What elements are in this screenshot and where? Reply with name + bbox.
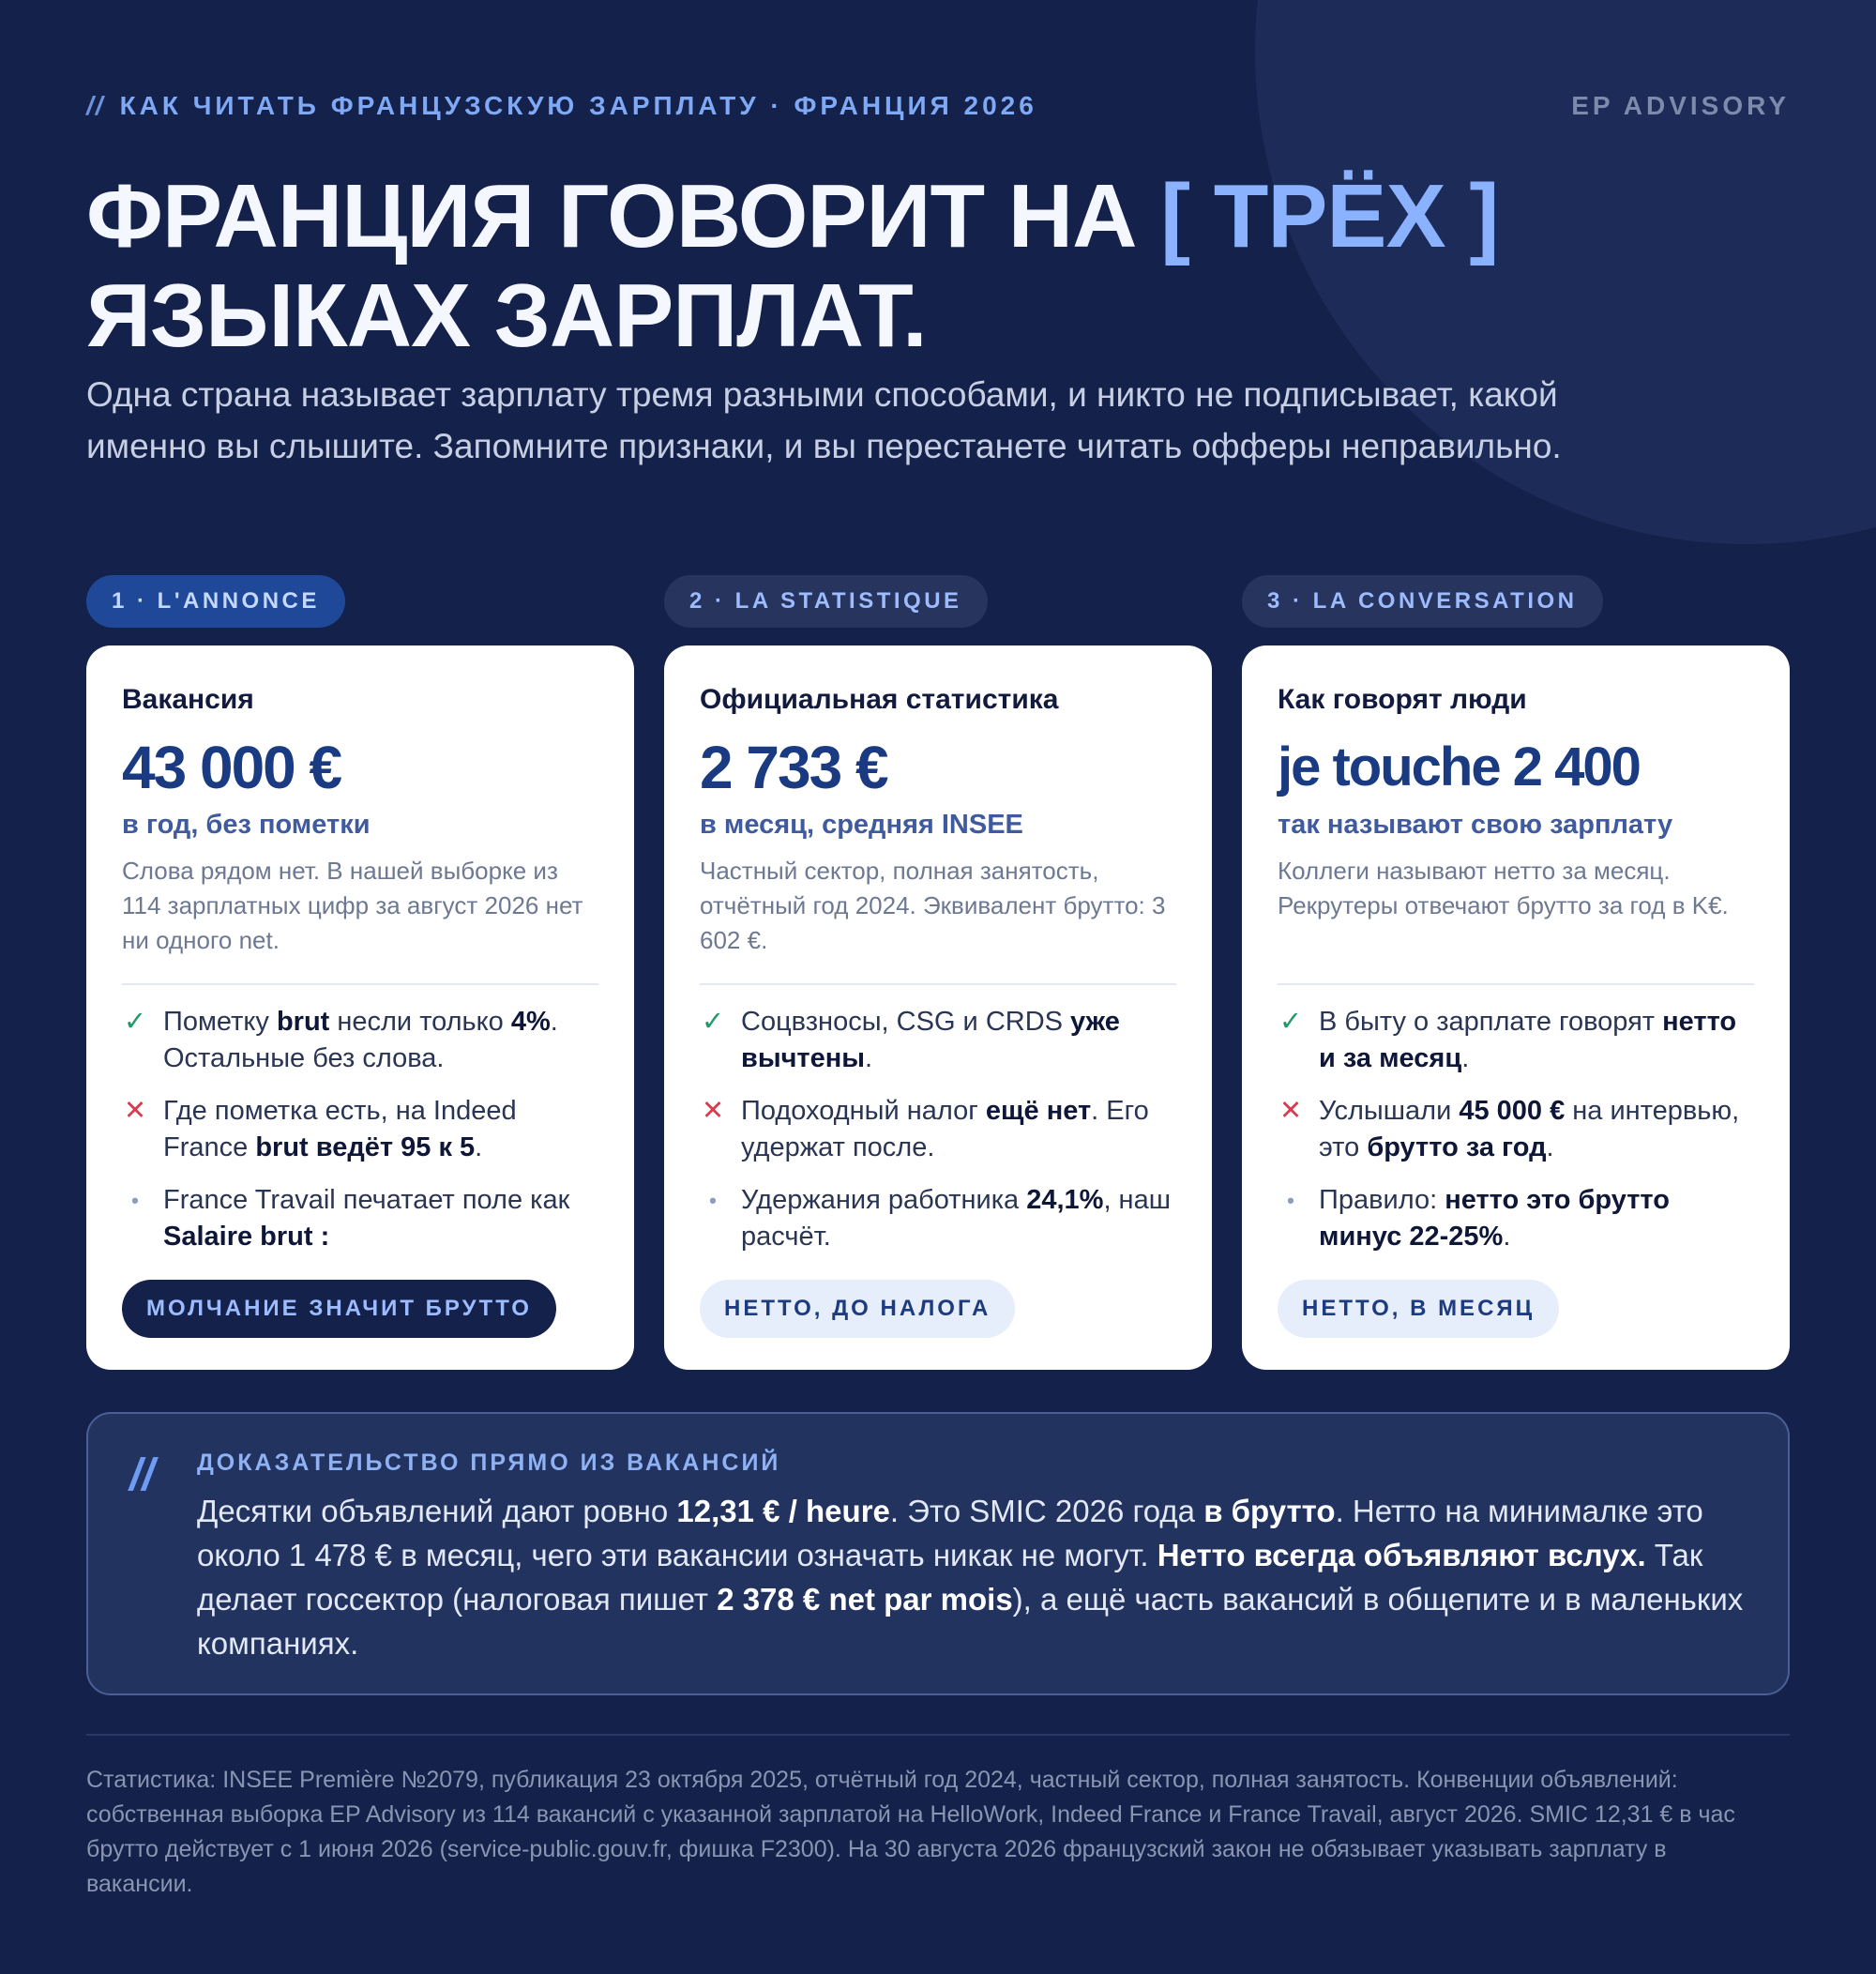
check-icon: ✓	[1278, 1007, 1303, 1037]
slashes-icon: //	[129, 1450, 155, 1500]
verdict-chip: МОЛЧАНИЕ ЗНАЧИТ БРУТТО	[122, 1280, 556, 1338]
kicker-text: КАК ЧИТАТЬ ФРАНЦУЗСКУЮ ЗАРПЛАТУ · ФРАНЦИЯ 2026	[119, 91, 1037, 120]
card-item: ✓ Пометку brut несли только 4%. Остальные без слова.	[122, 1004, 598, 1077]
card-label: Официальная статистика	[700, 684, 1059, 715]
card-divider	[122, 983, 598, 985]
card-subtitle: так называют свою зарплату	[1278, 810, 1673, 840]
card-conversation	[1242, 645, 1790, 1370]
card-item: ✕ Подоходный налог ещё нет. Его удержат после.	[700, 1093, 1176, 1166]
footer-divider	[86, 1734, 1790, 1736]
proof-box	[86, 1412, 1790, 1695]
verdict-chip: НЕТТО, В МЕСЯЦ	[1278, 1280, 1559, 1338]
headline-part-2: ЯЗЫКАХ ЗАРПЛАТ.	[86, 266, 927, 366]
proof-body: Десятки объявлений дают ровно 12,31 € / heure. Это SMIC 2026 года в брутто. Нетто на минималке это около 1 478 € в месяц, чего эти вакансии означать никак не могут. Нетто всегда объявляют вслух. Так делает госсектор (налоговая пишет 2 378 € net par mois), а ещё часть вакансий в общепите и в маленьких компаниях.	[197, 1494, 1744, 1661]
card-big-value: je touche 2 400	[1278, 736, 1640, 797]
card-label: Как говорят люди	[1278, 684, 1527, 715]
card-item: ✕ Услышали 45 000 € на интервью, это брутто за год.	[1278, 1093, 1754, 1166]
section-pill-statistique: 2 · LA STATISTIQUE	[664, 575, 988, 628]
headline-part-1: ФРАНЦИЯ ГОВОРИТ НА	[86, 166, 1161, 266]
page-title	[86, 167, 1681, 366]
card-big-value: 2 733 €	[700, 734, 887, 801]
card-item: ✓ В быту о зарплате говорят нетто и за месяц.	[1278, 1004, 1754, 1077]
slashes-icon: //	[86, 91, 105, 120]
cross-icon: ✕	[123, 1096, 147, 1126]
bullet-icon: •	[1287, 1189, 1294, 1212]
section-pill-conversation: 3 · LA CONVERSATION	[1242, 575, 1603, 628]
card-annonce	[86, 645, 634, 1370]
kicker	[86, 89, 1037, 123]
proof-title: ДОКАЗАТЕЛЬСТВО ПРЯМО ИЗ ВАКАНСИЙ	[197, 1450, 781, 1476]
card-item: ✓ Соцвзносы, CSG и CRDS уже вычтены.	[700, 1004, 1176, 1077]
card-subtitle: в месяц, средняя INSEE	[700, 810, 1023, 840]
check-icon: ✓	[701, 1007, 725, 1037]
card-item: • Правило: нетто это брутто минус 22-25%.	[1278, 1182, 1754, 1255]
card-label: Вакансия	[122, 684, 254, 715]
section-pill-annonce: 1 · L'ANNONCE	[86, 575, 345, 628]
card-statistique	[664, 645, 1212, 1370]
brand-name: EP ADVISORY	[1571, 91, 1790, 120]
bullet-icon: •	[709, 1189, 717, 1212]
check-icon: ✓	[123, 1007, 147, 1037]
card-description: Частный сектор, полная занятость, отчётный год 2024. Эквивалент брутто: 3 602 €.	[700, 857, 1166, 954]
cross-icon: ✕	[1278, 1096, 1303, 1126]
card-description: Коллеги называют нетто за месяц. Рекрутеры отвечают брутто за год в K€.	[1278, 857, 1729, 919]
card-big-value: 43 000 €	[122, 734, 341, 801]
verdict-chip: НЕТТО, ДО НАЛОГА	[700, 1280, 1015, 1338]
card-item: ✕ Где пометка есть, на Indeed France brut ведёт 95 к 5.	[122, 1093, 598, 1166]
card-item: • France Travail печатает поле как Salaire brut :	[122, 1182, 598, 1255]
card-item: • Удержания работника 24,1%, наш расчёт.	[700, 1182, 1176, 1255]
source-footnote: Статистика: INSEE Première №2079, публикация 23 октября 2025, отчётный год 2024, частный сектор, полная занятость. Конвенции объявлений: собственная выборка EP Advisory из 114 вакансий с указанной зарплатой на HelloWork, Indeed France и France Travail, август 2026. SMIC 12,31 € в час брутто действует с 1 июня 2026 (service-public.gouv.fr, фишка F2300). На 30 августа 2026 французский закон не обязывает указывать зарплату в вакансии.	[86, 1767, 1735, 1897]
card-divider	[1278, 983, 1754, 985]
bullet-icon: •	[131, 1189, 139, 1212]
card-subtitle: в год, без пометки	[122, 810, 371, 840]
lede-paragraph: Одна страна называет зарплату тремя разными способами, и никто не подписывает, какой именно вы слышите. Запомните признаки, и вы перестанете читать офферы неправильно.	[86, 375, 1562, 465]
card-divider	[700, 983, 1176, 985]
cross-icon: ✕	[701, 1096, 725, 1126]
card-description: Слова рядом нет. В нашей выборке из 114 зарплатных цифр за август 2026 нет ни одного net.	[122, 857, 583, 954]
headline-accent: [ ТРЁХ ]	[1160, 166, 1499, 266]
